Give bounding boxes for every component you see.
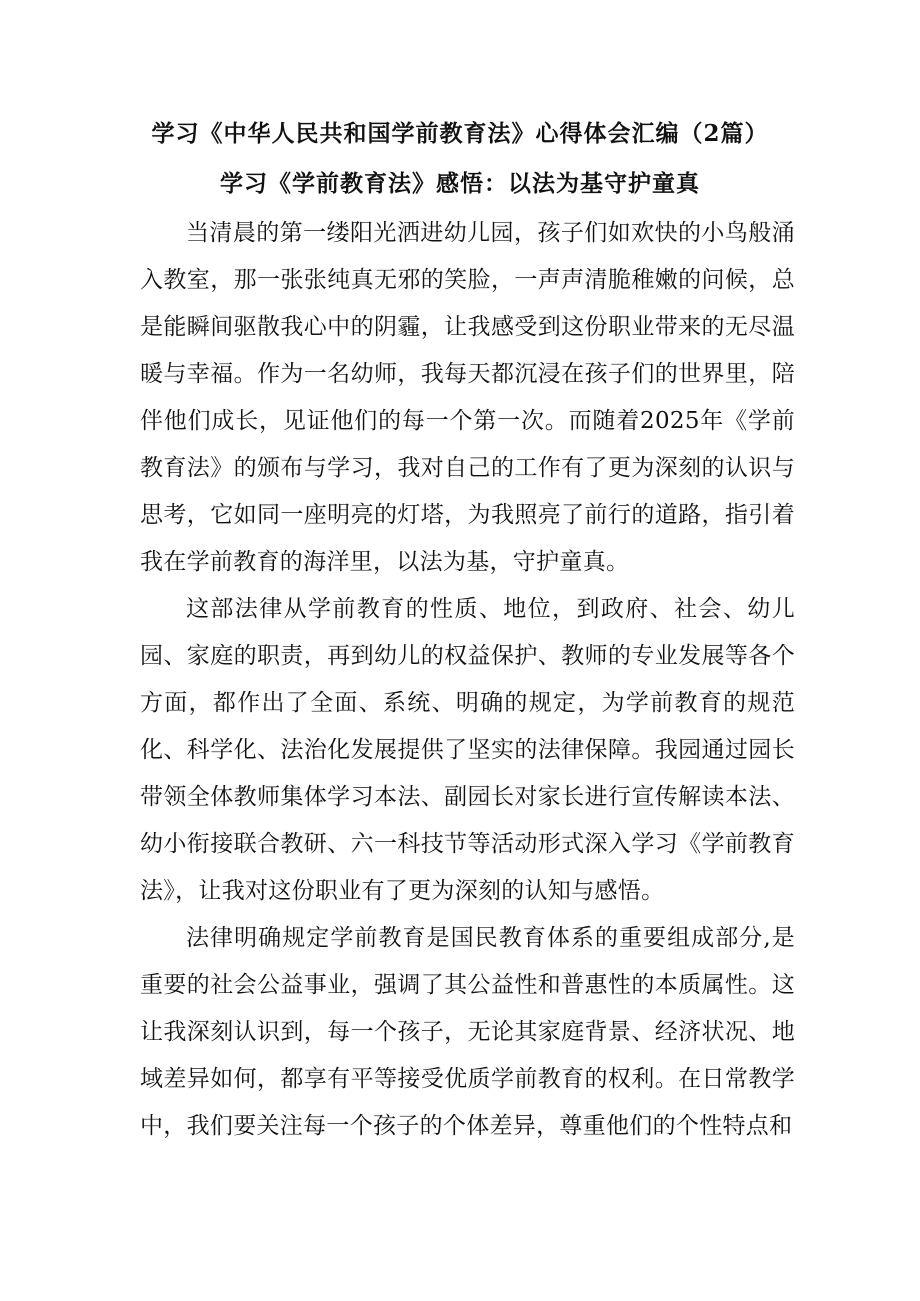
document-body [140, 210, 795, 1150]
document-title: 学习《中华人民共和国学前教育法》心得体会汇编（2篇） [151, 120, 769, 147]
document-subtitle: 学习《学前教育法》感悟：以法为基守护童真 [220, 170, 700, 197]
paragraph-1: 当清晨的第一缕阳光洒进幼儿园，孩子们如欢快的小鸟般涌入教室，那一张张纯真无邪的笑脸，一声声清脆稚嫩的问候，总是能瞬间驱散我心中的阴霾，让我感受到这份职业带来的无尽温暖与幸福。作为一名幼师，我每天都沉浸在孩子们的世界里，陪伴他们成长，见证他们的每一个第一次。而随着2025年《学前教育法》的颁布与学习，我对自己的工作有了更为深刻的认识与思考，它如同一座明亮的灯塔，为我照亮了前行的道路，指引着我在学前教育的海洋里，以法为基，守护童真。 [140, 220, 795, 575]
paragraph-2: 这部法律从学前教育的性质、地位，到政府、社会、幼儿园、家庭的职责，再到幼儿的权益保护、教师的专业发展等各个方面，都作出了全面、系统、明确的规定，为学前教育的规范化、科学化、法治化发展提供了坚实的法律保障。我园通过园长带领全体教师集体学习本法、副园长对家长进行宣传解读本法、幼小衔接联合教研、六一科技节等活动形式深入学习《学前教育法》，让我对这份职业有了更为深刻的认知与感悟。 [140, 596, 795, 904]
paragraph-3: 法律明确规定学前教育是国民教育体系的重要组成部分,是重要的社会公益事业，强调了其公益性和普惠性的本质属性。这让我深刻认识到，每一个孩子，无论其家庭背景、经济状况、地域差异如何，都享有平等接受优质学前教育的权利。在日常教学中，我们要关注每一个孩子的个体差异，尊重他们的个性特点和 [140, 925, 795, 1139]
